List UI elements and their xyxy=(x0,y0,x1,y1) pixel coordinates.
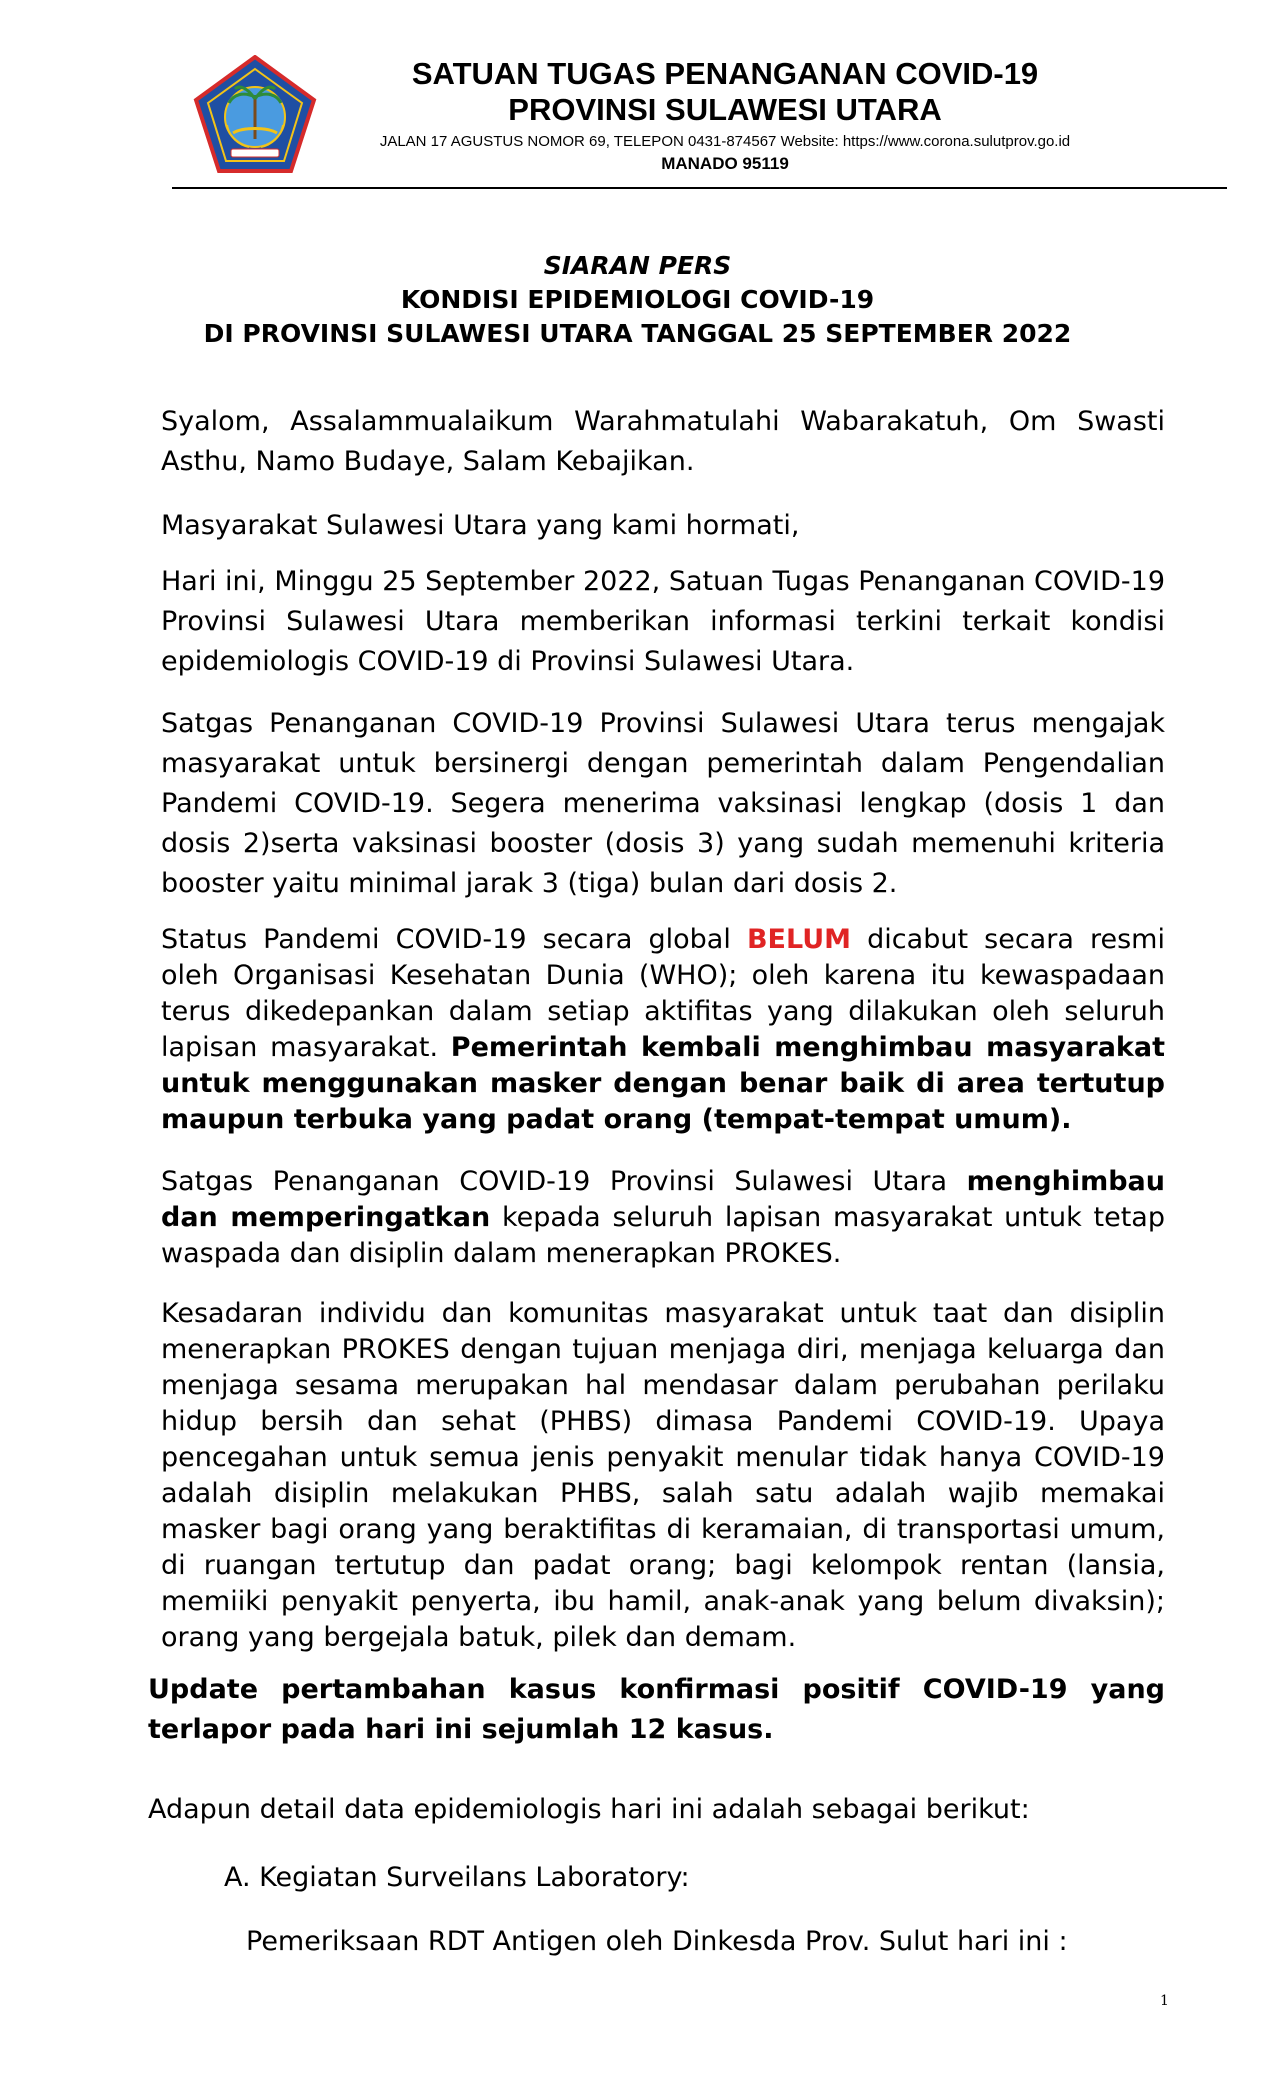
appeal-emphasis: menghimbau dan memperingatkan xyxy=(161,1166,1165,1233)
status-text-start: Status Pandemi COVID-19 secara global xyxy=(161,924,747,955)
section-a-heading: A. Kegiatan Surveilans Laboratory: xyxy=(224,1862,690,1893)
appeal-text-end: kepada seluruh lapisan masyarakat untuk tetap waspada dan disiplin dalam menerapkan PROKES. xyxy=(161,1202,1165,1269)
press-release-heading: SIARAN PERS xyxy=(543,251,732,280)
province-emblem-icon xyxy=(193,55,317,173)
page-number: 1 xyxy=(1160,1993,1169,2009)
vaccination-paragraph: Satgas Penanganan COVID-19 Provinsi Sulawesi Utara terus mengajak masyarakat untuk bersinergi dengan pemerintah dalam Pengendalian Pandemi COVID-19. Segera menerima vaksinasi lengkap (dosis 1 dan dosis 2)serta vaksinasi booster (dosis 3) yang sudah memenuhi kriteria booster yaitu minimal jarak 3 (tiga) bulan dari dosis 2. xyxy=(161,708,1165,899)
rdt-antigen-line: Pemeriksaan RDT Antigen oleh Dinkesda Prov. Sulut hari ini : xyxy=(246,1926,1068,1957)
subject-heading: KONDISI EPIDEMIOLOGI COVID-19 xyxy=(400,285,875,314)
salutation-line: Masyarakat Sulawesi Utara yang kami hormati, xyxy=(161,510,800,541)
letterhead-title-line2: PROVINSI SULAWESI UTARA xyxy=(508,92,942,127)
awareness-paragraph: Kesadaran individu dan komunitas masyarakat untuk taat dan disiplin menerapkan PROKES dengan tujuan menjaga diri, menjaga keluarga dan menjaga sesama merupakan hal mendasar dalam perubahan perilaku hidup bersih dan sehat (PHBS) dimasa Pandemi COVID-19. Upaya pencegahan untuk semua jenis penyakit menular tidak hanya COVID-19 adalah disiplin melakukan PHBS, salah satu adalah wajib memakai masker bagi orang yang beraktifitas di keramaian, di transportasi umum, di ruangan tertutup dan padat orang; bagi kelompok rentan (lansia, memiiki penyakit penyerta, ibu hamil, anak-anak yang belum divaksin); orang yang bergejala batuk, pilek dan demam. xyxy=(161,1298,1165,1653)
detail-intro-line: Adapun detail data epidemiologis hari ini adalah sebagai berikut: xyxy=(148,1794,1030,1825)
intro-paragraph: Hari ini, Minggu 25 September 2022, Satuan Tugas Penanganan COVID-19 Provinsi Sulawesi Utara memberikan informasi terkini terkait kondisi epidemiologis COVID-19 di Provinsi Sulawesi Utara. xyxy=(161,566,1165,677)
location-date-heading: DI PROVINSI SULAWESI UTARA TANGGAL 25 SEPTEMBER 2022 xyxy=(203,319,1072,348)
appeal-paragraph xyxy=(161,1164,1165,1272)
letterhead-title-line1: SATUAN TUGAS PENANGANAN COVID-19 xyxy=(411,56,1039,91)
pandemic-status-paragraph xyxy=(161,922,1165,1138)
status-highlight: BELUM xyxy=(746,924,852,955)
letterhead-divider xyxy=(172,187,1227,189)
letterhead-address: JALAN 17 AGUSTUS NOMOR 69, TELEPON 0431-874567 Website: https://www.corona.sulutprov.go.id xyxy=(379,133,1071,150)
status-mask-appeal: Pemerintah kembali menghimbau masyarakat untuk menggunakan masker dengan benar baik di area tertutup maupun terbuka yang padat orang (tempat-tempat umum). xyxy=(161,1032,1165,1135)
letterhead-city: MANADO 95119 xyxy=(661,154,789,173)
greeting-paragraph: Syalom, Assalammualaikum Warahmatulahi Wabarakatuh, Om Swasti Asthu, Namo Budaye, Salam Kebajikan. xyxy=(161,406,1165,477)
appeal-text-start: Satgas Penanganan COVID-19 Provinsi Sulawesi Utara xyxy=(161,1166,967,1197)
status-text-middle: dicabut secara resmi oleh Organisasi Kesehatan Dunia (WHO); oleh karena itu kewaspadaan terus dikedepankan dalam setiap aktifitas yang dilakukan oleh seluruh lapisan masyarakat. xyxy=(161,924,1165,1063)
case-update-statement: Update pertambahan kasus konfirmasi positif COVID-19 yang terlapor pada hari ini sejumlah 12 kasus. xyxy=(148,1674,1165,1745)
